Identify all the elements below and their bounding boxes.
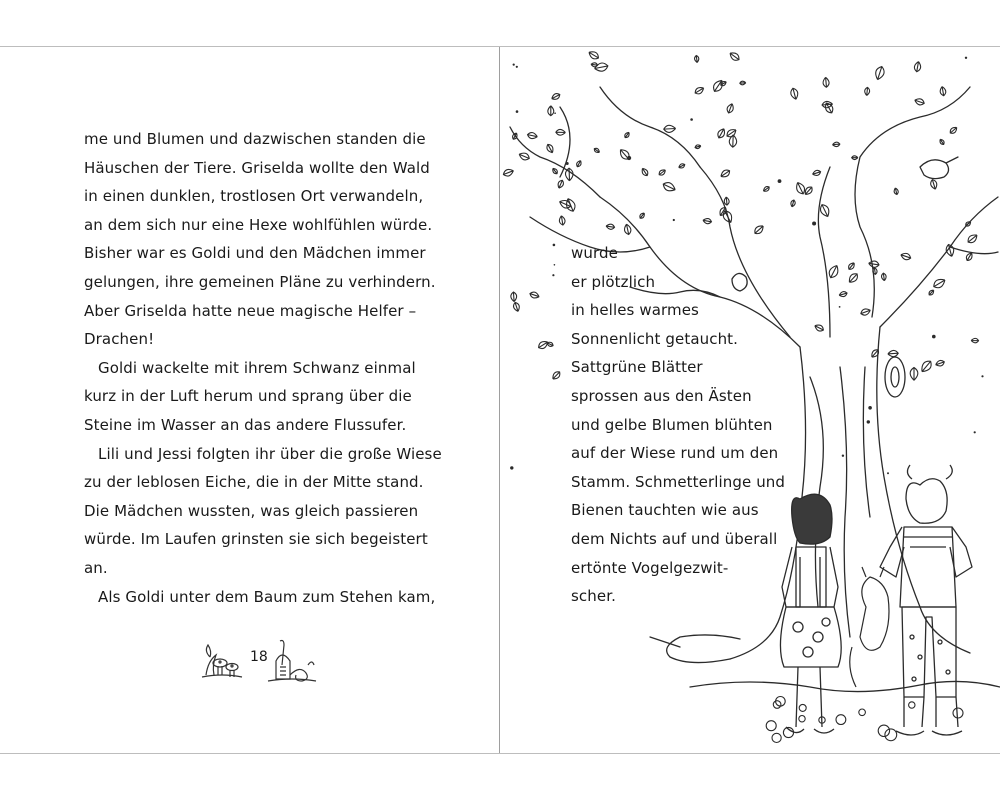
- flower-icon: [799, 716, 805, 722]
- text-line: Sonnenlicht getaucht.: [571, 329, 739, 348]
- leaf-icon: [557, 179, 565, 189]
- leaf-icon: [548, 106, 554, 116]
- right-page: [500, 47, 1000, 753]
- leaf-icon: [551, 167, 558, 175]
- leaf-icon: [694, 55, 699, 63]
- leaf-icon: [888, 350, 899, 357]
- leaf-icon: [658, 168, 667, 176]
- text-line: Die Mädchen wussten, was gleich passieren: [84, 501, 419, 520]
- leaf-icon: [695, 144, 702, 149]
- leaf-icon: [790, 199, 796, 207]
- leaf-icon: [640, 167, 649, 177]
- sparkle-icon: [981, 375, 983, 377]
- leaf-icon: [556, 129, 566, 135]
- leaf-icon: [576, 160, 583, 168]
- leaf-icon: [623, 224, 631, 236]
- flower-icon: [836, 715, 846, 725]
- sparkle-icon: [516, 110, 519, 113]
- leaf-icon: [881, 273, 887, 281]
- leaf-icon: [716, 127, 726, 139]
- text-line: Stamm. Schmetterlinge und: [571, 472, 786, 491]
- text-line: in helles warmes: [571, 301, 699, 320]
- mushroom-ornament-icon: [198, 635, 246, 683]
- leaf-icon: [823, 77, 830, 87]
- leaf-icon: [559, 215, 566, 225]
- sparkle-icon: [673, 219, 675, 221]
- leaf-icon: [939, 138, 946, 145]
- leaf-icon: [935, 359, 945, 367]
- leaf-icon: [662, 181, 677, 194]
- text-line: ertönte Vogelgezwit-: [571, 558, 729, 577]
- leaf-icon: [762, 185, 770, 192]
- flower-icon: [859, 709, 866, 716]
- text-line: an dem sich nur eine Hexe wohlfühlen würde.: [84, 215, 433, 234]
- leaf-icon: [949, 126, 959, 135]
- text-line: zu der leblosen Eiche, die in der Mitte stand.: [84, 473, 424, 492]
- sparkle-icon: [965, 57, 967, 59]
- leaf-icon: [728, 51, 741, 63]
- sparkle-icon: [690, 118, 693, 121]
- text-line: me und Blumen und dazwischen standen die: [84, 130, 426, 148]
- leaf-icon: [753, 224, 765, 236]
- sparkle-icon: [778, 179, 782, 183]
- text-line: Goldi wackelte mit ihrem Schwanz einmal: [98, 358, 416, 377]
- right-page-text: [571, 239, 871, 611]
- leaf-icon: [914, 61, 922, 72]
- leaf-icon: [930, 179, 939, 190]
- leaf-icon: [794, 181, 806, 196]
- text-line: Häuschen der Tiere. Griselda wollte den Wald: [84, 158, 430, 177]
- leaf-icon: [832, 142, 840, 147]
- text-line: scher.: [571, 587, 616, 606]
- sparkle-icon: [887, 472, 889, 474]
- leaf-icon: [511, 292, 517, 302]
- text-line: würde. Im Laufen grinsten sie sich begeistert: [84, 530, 428, 549]
- leaf-icon: [719, 168, 731, 179]
- leaf-icon: [639, 212, 646, 220]
- page-footer: [198, 635, 318, 685]
- flower-icon: [909, 702, 915, 708]
- text-line: sprossen aus den Ästen: [571, 386, 752, 405]
- left-page-text: [84, 125, 444, 611]
- leaf-icon: [874, 65, 886, 81]
- leaf-icon: [502, 168, 514, 178]
- leaf-icon: [545, 143, 555, 154]
- book-spread: [0, 46, 1000, 754]
- sparkle-icon: [510, 466, 513, 469]
- sparkle-icon: [554, 264, 556, 266]
- leaf-icon: [518, 151, 531, 161]
- text-line: Bienen tauchten wie aus: [571, 501, 759, 520]
- text-line: er plötzlich: [571, 272, 656, 291]
- leaf-icon: [740, 81, 746, 85]
- leaf-icon: [703, 218, 712, 225]
- text-line: Aber Griselda hatte neue magische Helfer –: [84, 301, 417, 320]
- leaf-icon: [966, 232, 979, 244]
- leaf-icon: [910, 368, 918, 381]
- text-line: und gelbe Blumen blühten: [571, 415, 773, 434]
- leaf-icon: [818, 203, 831, 218]
- sparkle-icon: [566, 162, 569, 165]
- leaf-icon: [945, 244, 955, 258]
- leaf-icon: [551, 92, 562, 101]
- text-line: Als Goldi unter dem Baum zum Stehen kam,: [98, 587, 436, 606]
- flower-icon: [766, 721, 776, 731]
- leaf-icon: [971, 338, 978, 343]
- leaf-icon: [593, 147, 600, 154]
- leaf-icon: [527, 132, 538, 140]
- sparkle-icon: [932, 335, 936, 339]
- leaf-icon: [587, 49, 600, 60]
- sparkle-icon: [627, 156, 631, 160]
- leaf-icon: [928, 289, 935, 296]
- leaf-icon: [939, 86, 946, 96]
- flower-icon: [953, 708, 963, 718]
- sparkle-icon: [513, 64, 515, 66]
- text-line: Drachen!: [84, 330, 155, 349]
- flower-icon: [772, 733, 781, 742]
- text-line: Lili und Jessi folgten ihr über die große Wiese: [98, 444, 442, 463]
- leaf-icon: [678, 163, 686, 170]
- text-line: Bisher war es Goldi und den Mädchen immer: [84, 244, 426, 263]
- leaf-icon: [606, 224, 615, 230]
- leaf-icon: [591, 62, 598, 67]
- leaf-icon: [790, 87, 800, 100]
- leaf-icon: [624, 131, 631, 138]
- sparkle-icon: [553, 244, 556, 247]
- snail-house-ornament-icon: [266, 635, 318, 685]
- text-line: Sattgrüne Blätter: [571, 358, 703, 377]
- text-line: in einen dunklen, trostlosen Ort verwandeln,: [84, 187, 424, 206]
- sparkle-icon: [516, 66, 518, 68]
- leaf-icon: [512, 302, 520, 313]
- leaf-icon: [932, 277, 947, 290]
- text-line: an.: [84, 558, 108, 577]
- leaf-icon: [900, 252, 912, 261]
- leaf-icon: [529, 291, 540, 300]
- text-line: wurde: [571, 244, 618, 262]
- leaf-icon: [551, 370, 562, 381]
- sparkle-icon: [974, 431, 976, 433]
- flower-icon: [885, 729, 897, 741]
- leaf-icon: [893, 188, 899, 195]
- leaf-icon: [914, 97, 925, 106]
- leaf-icon: [565, 168, 573, 181]
- text-line: auf der Wiese rund um den: [571, 444, 779, 463]
- leaf-icon: [664, 125, 676, 133]
- sparkle-icon: [812, 222, 816, 226]
- text-line: kurz in der Luft herum und sprang über die: [84, 387, 412, 406]
- page-number: 18: [250, 649, 268, 665]
- sparkle-icon: [554, 112, 556, 114]
- flower-icon: [878, 725, 889, 736]
- text-line: Steine im Wasser an das andere Flussufer.: [84, 415, 407, 434]
- left-page: [0, 47, 499, 753]
- leaf-icon: [852, 156, 858, 160]
- leaf-icon: [812, 169, 822, 176]
- leaf-icon: [694, 85, 705, 95]
- flower-icon: [799, 704, 806, 711]
- text-line: dem Nichts auf und überall: [571, 529, 778, 548]
- sparkle-icon: [552, 274, 554, 276]
- text-line: gelungen, ihre gemeinen Pläne zu verhindern.: [84, 272, 436, 291]
- leaf-icon: [726, 103, 735, 114]
- leaf-icon: [724, 197, 730, 206]
- leaf-icon: [864, 87, 870, 96]
- leaf-icon: [919, 359, 934, 374]
